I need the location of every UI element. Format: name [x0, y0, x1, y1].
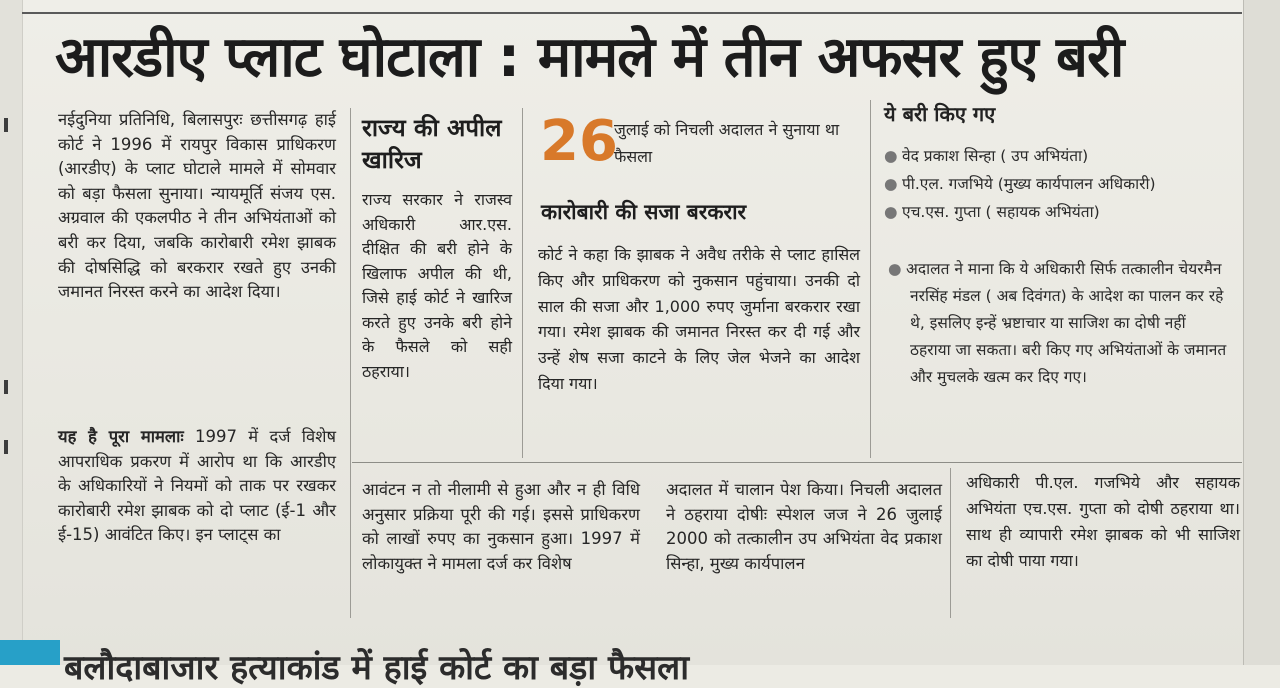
article-column-lower-3: अदालत में चालान पेश किया। निचली अदालत ने ठहराया दोषीः स्पेशल जज ने 26 जुलाई 2000 को तत्कालीन उप अभियंता वेद प्रकाश सिन्हा, मुख्य कार्यपालन [666, 480, 942, 573]
acquitted-item: ● वेद प्रकाश सिन्हा ( उप अभियंता) [884, 142, 1224, 170]
margin-mark [4, 118, 8, 132]
article-column-1-continued [58, 425, 336, 548]
column-divider [522, 108, 523, 458]
bullet-icon: ● [884, 175, 898, 193]
left-page-edge [0, 0, 23, 665]
next-story-headline: बलौदाबाजार हत्याकांड में हाई कोर्ट का बड़ा फैसला [64, 648, 690, 688]
big-date-number: 26 [540, 109, 618, 174]
acquitted-item: ● एच.एस. गुप्ता ( सहायक अभियंता) [884, 198, 1224, 226]
case-background-text: 1997 में दर्ज विशेष आपराधिक प्रकरण में आरोप था कि आरडीए के अधिकारियों ने नियमों को ताक पर रखकर कारोबारी रमेश झाबक को दो प्लाट (ई-1 और ई-15) आवंटित किए। इन प्लाट्स का [58, 427, 336, 545]
acquitted-item: ● पी.एल. गजभिये (मुख्य कार्यपालन अधिकारी) [884, 170, 1224, 198]
sentence-upheld-text: कोर्ट ने कहा कि झाबक ने अवैध तरीके से प्लाट हासिल किए और प्राधिकरण को नुकसान पहुंचाया। उनकी दो साल की सजा और 1,000 रुपए जुर्माना बरकरार रखा गया। रमेश झाबक की जमानत निरस्त कर दी गई और उन्हें शेष सजा काटने के लिए जेल भेजने का आदेश दिया गया। [538, 245, 860, 393]
page-edge-color-bar [0, 640, 60, 665]
state-appeal-heading: राज्य की अपील खारिज [362, 114, 502, 174]
section-divider [352, 462, 1242, 463]
margin-mark [4, 380, 8, 394]
case-background-lead: यह है पूरा मामलाः [58, 427, 184, 446]
acquitted-heading: ये बरी किए गए [884, 102, 996, 126]
column-divider [870, 100, 871, 458]
article-column-lower-2: आवंटन न तो नीलामी से हुआ और न ही विधि अनुसार प्रक्रिया पूरी की गई। इससे प्राधिकरण को लाखों रुपए का नुकसान हुआ। 1997 में लोकायुक्त ने मामला दर्ज कर विशेष [362, 480, 640, 573]
article-column-lower-4: अधिकारी पी.एल. गजभिये और सहायक अभियंता एच.एस. गुप्ता को दोषी ठहराया था। साथ ही व्यापारी रमेश झाबक को भी साजिश का दोषी पाया गया। [966, 473, 1240, 570]
acquitted-list [884, 142, 1224, 226]
bullet-icon: ● [884, 203, 898, 221]
big-date-caption: जुलाई को निचली अदालत ने सुनाया था फैसला [614, 120, 840, 166]
column-divider [350, 108, 351, 618]
right-page-edge [1243, 0, 1280, 665]
state-appeal-text: राज्य सरकार ने राजस्व अधिकारी आर.एस. दीक्षित की बरी होने के खिलाफ अपील की थी, जिसे हाई कोर्ट ने खारिज करते हुए उनके बरी होने के फैसले को सही ठहराया। [362, 190, 512, 381]
bullet-icon: ● [884, 147, 898, 165]
sentence-upheld-heading: कारोबारी की सजा बरकरार [541, 200, 747, 224]
bullet-icon: ● [888, 260, 902, 278]
court-reasoning: ● अदालत ने माना कि ये अधिकारी सिर्फ तत्कालीन चेयरमैन नरसिंह मंडल ( अब दिवंगत) के आदेश का पालन कर रहे थे, इसलिए इन्हें भ्रष्टाचार या साजिश का दोषी नहीं ठहराया जा सकता। बरी किए गए अभियंताओं के जमानत और मुचलके खत्म कर दिए गए। [910, 256, 1228, 391]
top-rule [22, 12, 1242, 14]
headline: आरडीए प्लाट घोटाला : मामले में तीन अफसर हुए बरी [55, 25, 1124, 90]
article-column-1: नईदुनिया प्रतिनिधि, बिलासपुरः छत्तीसगढ़ हाई कोर्ट ने 1996 में रायपुर विकास प्राधिकरण (आरडीए) के प्लाट घोटाले मामले में सोमवार को बड़ा फैसला सुनाया। न्यायमूर्ति संजय एस. अग्रवाल की एकलपीठ ने तीन अभियंताओं को बरी कर दिया, जबकि कारोबारी रमेश झाबक की दोषसिद्धि को बरकरार रखते हुए उनकी जमानत निरस्त करने का आदेश दिया। [58, 110, 336, 302]
column-divider [950, 468, 951, 618]
margin-mark [4, 440, 8, 454]
